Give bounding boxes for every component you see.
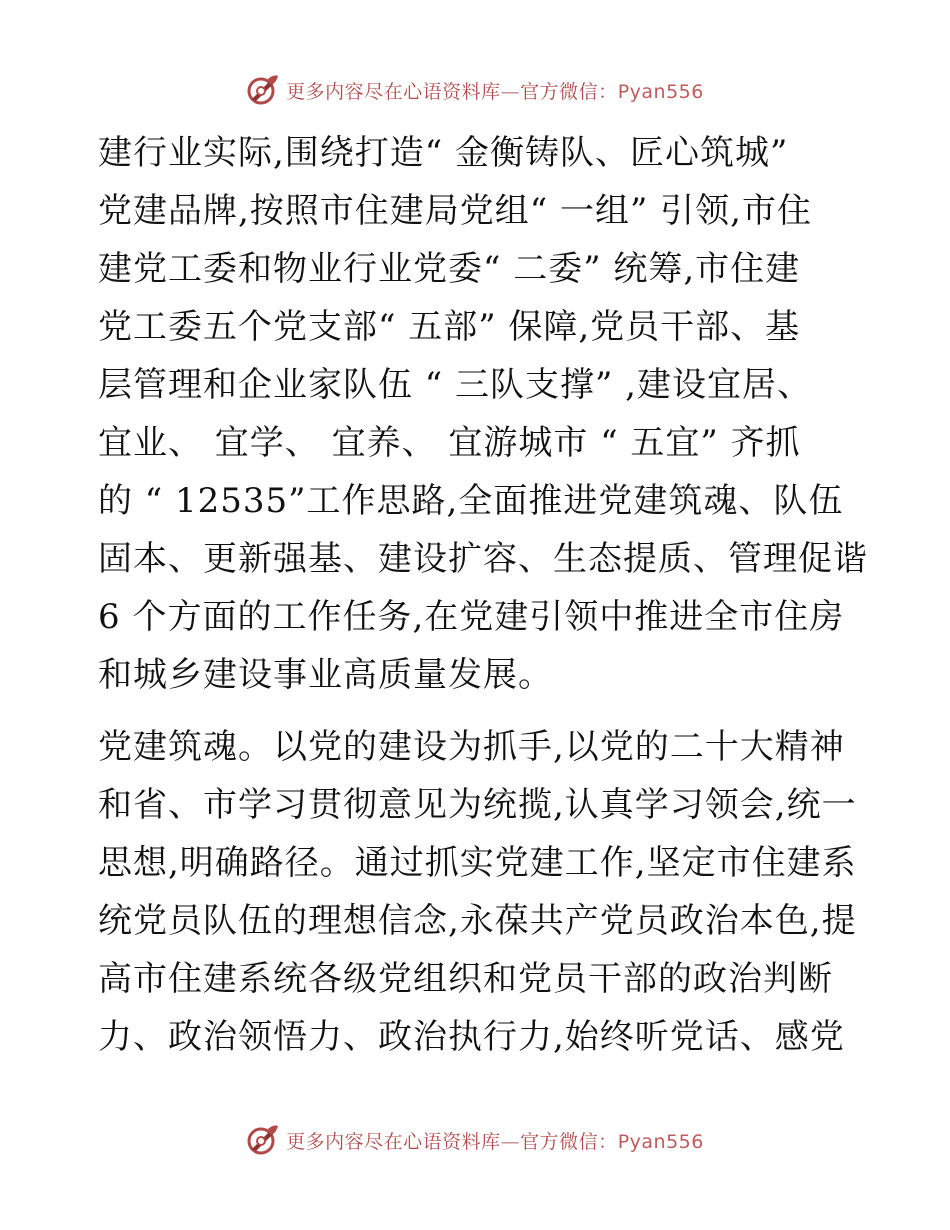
text-line: 和省、市学习贯彻意见为统揽,认真学习领会,统一	[98, 785, 857, 825]
text-line: 建行业实际,围绕打造“ 金衡铸队、匠心筑城”	[98, 133, 789, 173]
document-body	[98, 124, 868, 1066]
text-line: 党建品牌,按照市住建局党组“ 一组” 引领,市住	[98, 191, 812, 231]
watermark-official: 官方微信：	[520, 80, 618, 103]
quill-logo-icon	[246, 1123, 280, 1157]
text-line: 思想,明确路径。通过抓实党建工作,坚定市住建系	[98, 843, 857, 883]
paragraph-gap	[98, 704, 858, 718]
watermark-official: 官方微信：	[520, 1130, 618, 1153]
text-line: 6 个方面的工作任务,在党建引领中推进全市住房	[98, 597, 845, 637]
paragraph-2	[98, 718, 858, 1066]
text-line: 党建筑魂。以党的建设为抓手,以党的二十大精神	[98, 727, 845, 767]
text-line: 的 “ 12535”工作思路,全面推进党建筑魂、队伍	[98, 481, 844, 521]
text-line: 层管理和企业家队伍 “ 三队支撑” ,建设宜居、	[98, 365, 812, 405]
text-line: 力、政治领悟力、政治执行力,始终听党话、感党	[98, 1017, 845, 1057]
text-line: 党工委五个党支部“ 五部” 保障,党员干部、基	[98, 307, 801, 347]
watermark-dash: —	[500, 1130, 521, 1153]
header-watermark	[0, 70, 950, 110]
watermark-main: 更多内容尽在心语资料库	[286, 1130, 501, 1153]
text-line: 宜业、 宜学、 宜养、 宜游城市 “ 五宜” 齐抓	[98, 423, 801, 463]
watermark-text	[286, 1127, 704, 1154]
text-line: 建党工委和物业行业党委“ 二委” 统筹,市住建	[98, 249, 801, 289]
text-line: 固本、更新强基、建设扩容、生态提质、管理促谐	[98, 539, 868, 579]
watermark-dash: —	[500, 80, 521, 103]
text-line: 和城乡建设事业高质量发展。	[98, 655, 553, 695]
text-line: 高市住建系统各级党组织和党员干部的政治判断	[98, 959, 833, 999]
watermark-wechat: Pyan556	[617, 1130, 704, 1153]
quill-logo-icon	[246, 73, 280, 107]
footer-watermark	[0, 1120, 950, 1160]
watermark-text	[286, 77, 704, 104]
paragraph-1	[98, 124, 868, 704]
watermark-wechat: Pyan556	[617, 80, 704, 103]
text-line: 统党员队伍的理想信念,永葆共产党员政治本色,提	[98, 901, 857, 941]
watermark-main: 更多内容尽在心语资料库	[286, 80, 501, 103]
